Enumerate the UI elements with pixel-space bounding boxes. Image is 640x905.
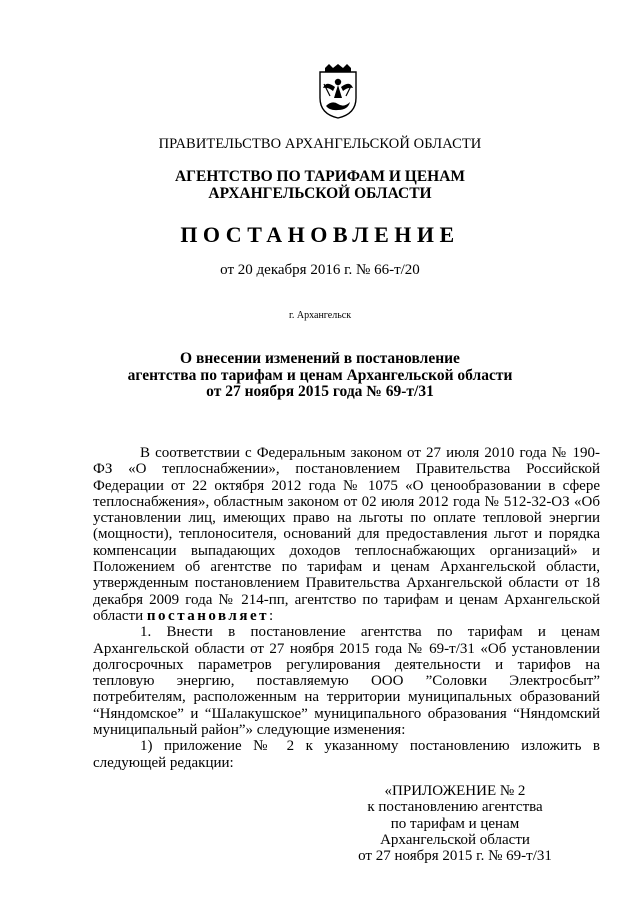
- paragraph-item-1: 1. Внести в постановление агентства по тарифам и ценам Архангельской области от 27 ноября 2015 года № 69-т/31 «Об установлении долгосрочных параметров регулирования деятельности и тарифов на тепловую энергию, поставляемую ООО ”Соловки Электросбыт” потребителям, расположенным на территории муниципальных образований “Няндомское” и “Шалакушское” муниципального образования “Няндомский муниципальный район”» следующие изменения:: [93, 624, 600, 739]
- paragraph-subitem-1: 1) приложение № 2 к указанному постановлению изложить в следующей редакции:: [93, 738, 600, 771]
- heading-line3: от 27 ноября 2015 года № 69-т/31: [206, 383, 434, 400]
- city: г. Архангельск: [288, 310, 352, 321]
- heading-line1: О внесении изменений в постановление: [180, 350, 460, 367]
- resolve-word: постановляет: [146, 607, 269, 624]
- document-heading: [0, 351, 640, 401]
- agency-name-line2: АРХАНГЕЛЬСКОЙ ОБЛАСТИ: [208, 185, 432, 202]
- appendix-line2: к постановлению агентства: [367, 799, 543, 816]
- appendix-line4: Архангельской области: [380, 831, 530, 848]
- document-date-number: от 20 декабря 2016 г. № 66-т/20: [220, 262, 420, 278]
- government-name: ПРАВИТЕЛЬСТВО АРХАНГЕЛЬСКОЙ ОБЛАСТИ: [158, 136, 482, 152]
- appendix-header: [330, 783, 580, 864]
- agency-name-line1: АГЕНТСТВО ПО ТАРИФАМ И ЦЕНАМ: [174, 168, 466, 185]
- agency-name: [0, 168, 640, 202]
- document-type: ПОСТАНОВЛЕНИЕ: [180, 222, 460, 247]
- paragraph-preamble: [93, 445, 600, 624]
- coat-of-arms-icon: [316, 64, 360, 120]
- appendix-line5: от 27 ноября 2015 г. № 69-т/31: [358, 848, 552, 865]
- document-body: [93, 445, 600, 771]
- appendix-line3: по тарифам и ценам: [390, 815, 520, 832]
- appendix-line1: «ПРИЛОЖЕНИЕ № 2: [384, 783, 526, 799]
- heading-line2: агентства по тарифам и ценам Архангельской области: [127, 366, 513, 384]
- preamble-text: В соответствии с Федеральным законом от 27 июля 2010 года № 190-ФЗ «О теплоснабжении», постановлением Правительства Российской Федерации от 22 октября 2012 года № 1075 «О ценообразовании в сфере теплоснабжения», областным законом от 02 июля 2012 года № 512-32-ОЗ «Об установлении лиц, имеющих право на льготы по оплате тепловой энергии (мощности), теплоносителя, оснований для предоставления льгот и порядка компенсации выпадающих доходов теплоснабжающих организаций» и Положением об агентстве по тарифам и ценам Архангельской области, утвержденным постановлением Правительства Архангельской области от 18 декабря 2009 года № 214-пп, агентство по тарифам и ценам Архангельской области: [93, 445, 600, 624]
- preamble-end: :: [269, 607, 274, 624]
